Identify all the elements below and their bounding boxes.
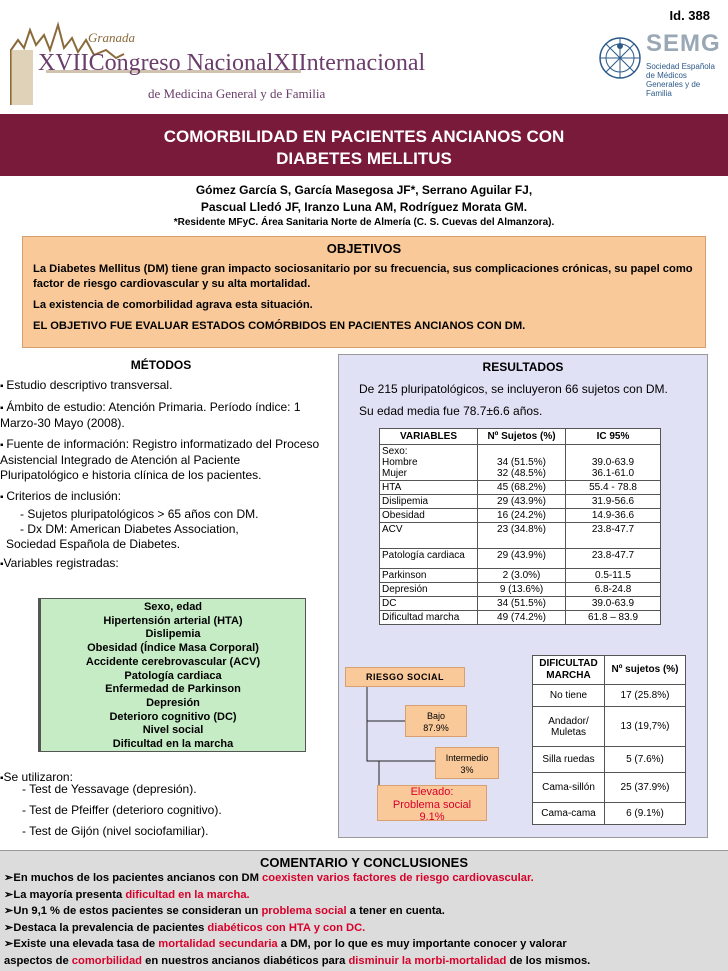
objectives-paragraph: La existencia de comorbilidad agrava esta situación.: [33, 299, 313, 311]
title-line-1: COMORBILIDAD EN PACIENTES ANCIANOS CON: [163, 127, 565, 146]
table-cell: 45 (68.2%): [478, 481, 566, 495]
affiliation: *Residente MFyC. Área Sanitaria Norte de Almería (C. S. Cuevas del Almanzora).: [173, 217, 555, 228]
poster-title: [0, 126, 728, 170]
square-bullet-icon: ▪: [0, 773, 4, 784]
table-cell: 31.9-56.6: [566, 495, 661, 509]
table-cell: 9 (13.6%): [478, 583, 566, 597]
table-cell: 16 (24.2%): [478, 509, 566, 523]
table-cell: 25 (37.9%): [605, 773, 686, 803]
methods-item: ▪ Criterios de inclusión:: [0, 489, 122, 503]
poster-header: [0, 0, 728, 112]
inclusion-criterion: - Dx DM: American Diabetes Association,: [20, 522, 239, 536]
table-header: VARIABLES: [380, 429, 478, 445]
table-cell: Parkinson: [380, 569, 478, 583]
methods-item: ▪ Fuente de información: Registro informatizado del Proceso Asistencial Integrado de Atención al Paciente Pluripatológico e historia clínica de los pacientes.: [0, 437, 320, 482]
table-row: [380, 583, 661, 597]
table-cell: 13 (19,7%): [605, 707, 686, 747]
arrow-bullet-icon: ➢: [4, 938, 14, 950]
test-item: - Test de Pfeiffer (deterioro cognitivo).: [22, 803, 222, 817]
table-row: [380, 445, 661, 481]
table-cell: 61.8 – 83.9: [566, 611, 661, 625]
results-section: [338, 354, 708, 838]
variable-item: Nivel social: [142, 724, 204, 737]
table-row: [380, 597, 661, 611]
table-cell: 14.9-36.6: [566, 509, 661, 523]
table-cell: 2 (3.0%): [478, 569, 566, 583]
table-cell: 39.0-63.9: [566, 597, 661, 611]
table-row: [533, 685, 686, 707]
results-title: RESULTADOS: [482, 360, 564, 374]
methods-item: ▪ Estudio descriptivo transversal.: [0, 378, 173, 392]
methods-item: ▪ Ámbito de estudio: Atención Primaria. Período índice: 1 Marzo-30 Mayo (2008).: [0, 400, 301, 430]
table-cell: 34 (51.5%): [478, 597, 566, 611]
table-row: [533, 707, 686, 747]
risk-high-box: Elevado: Problema social 9.1%: [377, 785, 487, 821]
conclusions-section: [0, 850, 728, 971]
table-cell: ACV: [380, 523, 478, 549]
title-line-2: DIABETES MELLITUS: [276, 149, 452, 168]
table-cell: Dificultad marcha: [380, 611, 478, 625]
tests-list: [22, 782, 222, 845]
variable-item: Depresión: [146, 696, 200, 709]
table-cell: 0.5-11.5: [566, 569, 661, 583]
inclusion-criterion: Sociedad Española de Diabetes.: [6, 537, 181, 551]
variable-item: Hipertensión arterial (HTA): [103, 614, 243, 627]
table-cell: Patología cardiaca: [380, 549, 478, 569]
authors-line-2: Pascual Lledó JF, Iranzo Luna AM, Rodríguez Morata GM.: [200, 200, 528, 214]
inclusion-criterion: - Sujetos pluripatológicos > 65 años con DM.: [20, 507, 259, 521]
table-header: IC 95%: [566, 429, 661, 445]
methods-item: ▪Se utilizaron:: [0, 770, 73, 784]
table-cell: 29 (43.9%): [478, 549, 566, 569]
risk-medium-box: Intermedio 3%: [435, 747, 499, 779]
congress-subtitle: de Medicina General y de Familia: [148, 86, 326, 101]
table-row: [380, 549, 661, 569]
table-cell: 23 (34.8%): [478, 523, 566, 549]
table-cell: 23.8-47.7: [566, 523, 661, 549]
table-cell: 49 (74.2%): [478, 611, 566, 625]
square-bullet-icon: ▪: [0, 381, 7, 392]
table-row: [533, 773, 686, 803]
conclusion-item: ➢Un 9,1 % de estos pacientes se consideran un problema social a tener en cuenta.: [4, 905, 445, 917]
table-cell: 55.4 - 78.8: [566, 481, 661, 495]
conclusion-item: ➢La mayoría presenta dificultad en la marcha.: [4, 888, 250, 901]
conclusions-title: COMENTARIO Y CONCLUSIONES: [259, 855, 469, 870]
square-bullet-icon: ▪: [0, 559, 4, 570]
results-paragraph: De 215 pluripatológicos, se incluyeron 66 sujetos con DM.: [359, 382, 668, 396]
table-header: Nº sujetos (%): [605, 656, 686, 685]
conclusion-item: ➢Destaca la prevalencia de pacientes diabéticos con HTA y con DC.: [4, 921, 366, 934]
table-cell: DC: [380, 597, 478, 611]
conclusion-item: ➢Existe una elevada tasa de mortalidad secundaria a DM, por lo que es muy importante conocer y valorar: [4, 938, 567, 950]
methods-section: [0, 354, 322, 848]
square-bullet-icon: ▪: [0, 403, 7, 414]
risk-low-box: Bajo 87.9%: [405, 705, 467, 737]
table-cell: Dislipemia: [380, 495, 478, 509]
semg-subtitle: Sociedad Española de Médicos Generales y de Familia: [646, 62, 715, 98]
arrow-bullet-icon: ➢: [4, 888, 14, 901]
square-bullet-icon: ▪: [0, 492, 7, 503]
table-cell: 34 (51.5%) 32 (48.5%): [478, 445, 566, 481]
table-cell: 17 (25.8%): [605, 685, 686, 707]
variable-item: Sexo, edad: [143, 601, 203, 613]
variables-box: [38, 598, 306, 752]
variable-item: Patología cardiaca: [124, 669, 222, 682]
test-item: - Test de Yessavage (depresión).: [22, 782, 197, 796]
table-row: [533, 747, 686, 773]
table-cell: HTA: [380, 481, 478, 495]
table-header: Nº Sujetos (%): [478, 429, 566, 445]
objectives-section: [22, 236, 706, 348]
congress-name: XVIICongreso NacionalXIInternacional: [38, 50, 426, 76]
poster-id: Id. 388: [669, 8, 710, 23]
test-item: - Test de Gijón (nivel sociofamiliar).: [22, 824, 209, 838]
authors: [0, 182, 728, 216]
table-cell: 6.8-24.8: [566, 583, 661, 597]
table-cell: Depresión: [380, 583, 478, 597]
table-cell: Silla ruedas: [533, 747, 605, 773]
arrow-bullet-icon: ➢: [4, 872, 14, 884]
objectives-aim: EL OBJETIVO FUE EVALUAR ESTADOS COMÓRBIDOS EN PACIENTES ANCIANOS CON DM.: [33, 320, 526, 332]
table-cell: Cama-sillón: [533, 773, 605, 803]
table-cell: 6 (9.1%): [605, 803, 686, 825]
table-row: [380, 509, 661, 523]
table-cell: Obesidad: [380, 509, 478, 523]
objectives-title: OBJETIVOS: [326, 241, 402, 256]
table-row: [533, 803, 686, 825]
authors-line-1: Gómez García S, García Masegosa JF*, Serrano Aguilar FJ,: [195, 183, 533, 197]
table-cell: No tiene: [533, 685, 605, 707]
table-cell: 23.8-47.7: [566, 549, 661, 569]
variables-table: [379, 428, 661, 625]
semg-logo-text: SEMG: [646, 30, 721, 57]
objectives-paragraph: La Diabetes Mellitus (DM) tiene gran impacto sociosanitario por su frecuencia, sus complicaciones crónicas, su papel como factor de riesgo cardiovascular y su alta mortalidad.: [33, 263, 693, 290]
table-row: [380, 481, 661, 495]
congress-city: Granada: [88, 30, 135, 45]
arrow-bullet-icon: ➢: [4, 905, 14, 917]
table-cell: Andador/ Muletas: [533, 707, 605, 747]
conclusion-item-continued: aspectos de comorbilidad en nuestros ancianos diabéticos para disminuir la morbi-mortalidad de los mismos.: [4, 954, 591, 967]
walking-difficulty-table: [532, 655, 686, 825]
table-row: [380, 495, 661, 509]
table-row: [380, 569, 661, 583]
table-cell: 5 (7.6%): [605, 747, 686, 773]
table-row: [380, 523, 661, 549]
table-header: DIFICULTAD MARCHA: [533, 656, 605, 685]
methods-title: MÉTODOS: [130, 358, 192, 372]
variable-item: Dificultad en la marcha: [112, 738, 234, 751]
variable-item: Dislipemia: [145, 628, 201, 641]
table-row: [380, 611, 661, 625]
variable-item: Deterioro cognitivo (DC): [109, 710, 237, 723]
table-cell: Sexo: Hombre Mujer: [380, 445, 478, 481]
square-bullet-icon: ▪: [0, 440, 7, 451]
table-cell: 29 (43.9%): [478, 495, 566, 509]
variable-item: Enfermedad de Parkinson: [105, 683, 241, 696]
conclusion-item: ➢En muchos de los pacientes ancianos con DM coexisten varios factores de riesgo cardiovascular.: [4, 872, 534, 884]
arrow-bullet-icon: ➢: [4, 921, 14, 934]
variable-item: Accidente cerebrovascular (ACV): [85, 655, 261, 668]
table-cell: Cama-cama: [533, 803, 605, 825]
table-cell: 39.0-63.9 36.1-61.0: [566, 445, 661, 481]
methods-item: ▪Variables registradas:: [0, 556, 119, 570]
variable-item: Obesidad (Índice Masa Corporal): [87, 642, 259, 655]
social-risk-box: RIESGO SOCIAL: [345, 667, 465, 687]
results-paragraph: Su edad media fue 78.7±6.6 años.: [359, 404, 543, 418]
